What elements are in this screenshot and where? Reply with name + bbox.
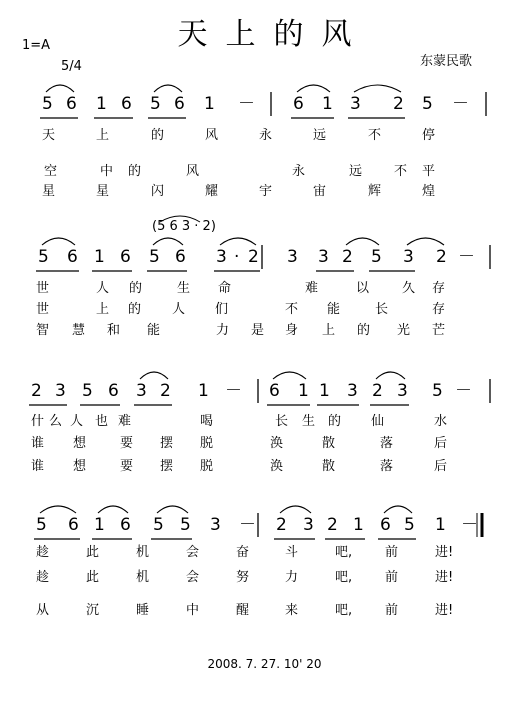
lyric-syllable: 煌 <box>422 184 436 199</box>
slur <box>153 238 183 245</box>
lyric-syllable: 星 <box>42 184 56 199</box>
lyric-syllable: 人 <box>172 302 186 317</box>
lyric-syllable: 宙 <box>313 184 327 199</box>
lyric-syllable: 机 <box>136 545 150 560</box>
slur <box>407 238 444 245</box>
lyric-syllable: 水 <box>434 414 448 429</box>
note: 6 <box>175 247 186 267</box>
lyric-syllable: 永 <box>259 128 273 143</box>
lyric-syllable: 要 <box>120 436 134 451</box>
note: 5 <box>42 94 53 114</box>
note: 2 <box>31 381 42 401</box>
slur <box>297 85 330 92</box>
lyric-syllable: 耀 <box>205 184 219 199</box>
lyric-syllable: 星 <box>96 184 110 199</box>
note: 3 <box>397 381 408 401</box>
lyric-syllable: 上 <box>322 323 336 338</box>
key-signature: 1=A <box>22 38 51 53</box>
note: 3 <box>318 247 329 267</box>
lyric-syllable: 和 <box>107 323 121 338</box>
note: 2 <box>372 381 383 401</box>
lyric-syllable: 永 <box>292 164 306 179</box>
lyric-syllable: 后 <box>434 459 448 474</box>
lyric-syllable: 空 <box>44 164 58 179</box>
lyric-syllable: 们 <box>215 302 229 317</box>
lyric-syllable: 脱 <box>200 436 214 451</box>
lyric-syllable: 醒 <box>236 603 250 618</box>
lyric-syllable: 中 <box>186 603 200 618</box>
song-title: 天上的风 <box>177 17 370 52</box>
lyric-syllable: 脱 <box>200 459 214 474</box>
lyric-syllable: 的 <box>128 164 142 179</box>
lyric-syllable: 么 <box>49 414 63 429</box>
note: 1 <box>198 381 209 401</box>
lyric-syllable: 以 <box>356 281 370 296</box>
lyric-syllable: 的 <box>128 302 142 317</box>
note: 5 <box>404 515 415 535</box>
slur <box>376 372 405 379</box>
note: － <box>452 94 469 114</box>
lyric-syllable: 远 <box>313 128 327 143</box>
lyric-syllable: 机 <box>136 570 150 585</box>
lyric-syllable: 远 <box>349 164 363 179</box>
lyric-syllable: 不 <box>368 128 382 143</box>
lyric-syllable: 此 <box>86 570 100 585</box>
lyric-syllable: 进! <box>435 570 454 585</box>
lyric-syllable: 辉 <box>368 184 382 199</box>
note: 6 <box>174 94 185 114</box>
lyric-syllable: 趁 <box>36 570 50 585</box>
lyric-syllable: 要 <box>120 459 134 474</box>
lyric-syllable: 宇 <box>259 184 273 199</box>
lyric-syllable: 也 <box>95 414 109 429</box>
lyric-syllable: 难 <box>118 414 132 429</box>
lyric-syllable: 涣 <box>270 436 284 451</box>
slur <box>220 238 256 245</box>
lyric-syllable: 的 <box>151 128 165 143</box>
lyric-syllable: 风 <box>205 128 219 143</box>
note: 5 <box>180 515 191 535</box>
lyric-syllable: 不 <box>394 164 408 179</box>
slur <box>160 216 200 222</box>
lyric-syllable: 生 <box>302 414 316 429</box>
note: － <box>458 247 475 267</box>
alternate-notes-hint: (5 6 3 · 2) <box>152 219 216 234</box>
lyric-syllable: 力 <box>216 323 230 338</box>
note: 3 <box>210 515 221 535</box>
lyric-syllable: 涣 <box>270 459 284 474</box>
note: · <box>234 247 240 267</box>
note: 2 <box>276 515 287 535</box>
lyric-syllable: 摆 <box>160 459 174 474</box>
slur <box>46 85 74 92</box>
lyric-syllable: 生 <box>177 281 191 296</box>
lyric-syllable: 难 <box>305 281 319 296</box>
note: 5 <box>371 247 382 267</box>
note: 3 <box>55 381 66 401</box>
note: 3 <box>136 381 147 401</box>
lyric-syllable: 奋 <box>236 545 250 560</box>
lyric-syllable: 存 <box>432 302 446 317</box>
note: 6 <box>121 94 132 114</box>
note: 5 <box>150 94 161 114</box>
slur <box>40 506 76 513</box>
lyric-syllable: 摆 <box>160 436 174 451</box>
note: 5 <box>82 381 93 401</box>
note: 5 <box>36 515 47 535</box>
note: 1 <box>96 94 107 114</box>
lyric-syllable: 斗 <box>285 545 299 560</box>
lyric-syllable: 想 <box>73 436 87 451</box>
note: － <box>455 381 472 401</box>
note: 1 <box>94 247 105 267</box>
note: 3 <box>350 94 361 114</box>
lyric-syllable: 存 <box>432 281 446 296</box>
note: 6 <box>120 247 131 267</box>
note: 5 <box>432 381 443 401</box>
lyric-syllable: 想 <box>73 459 87 474</box>
lyric-syllable: 谁 <box>31 436 45 451</box>
lyric-syllable: 什 <box>31 414 45 429</box>
note: 2 <box>160 381 171 401</box>
note: 2 <box>248 247 259 267</box>
note: 2 <box>436 247 447 267</box>
lyric-syllable: 的 <box>328 414 342 429</box>
lyric-syllable: 从 <box>36 603 50 618</box>
lyric-syllable: 智 <box>36 323 50 338</box>
lyric-syllable: 力 <box>285 570 299 585</box>
slur <box>346 238 379 245</box>
slur <box>42 238 75 245</box>
lyric-syllable: 前 <box>385 603 399 618</box>
lyric-syllable: 上 <box>96 302 110 317</box>
lyric-syllable: 世 <box>36 302 50 317</box>
note: 5 <box>422 94 433 114</box>
note: 3 <box>303 515 314 535</box>
note: 5 <box>153 515 164 535</box>
lyric-syllable: 谁 <box>31 459 45 474</box>
time-signature: 5/4 <box>61 59 82 74</box>
note: 1 <box>435 515 446 535</box>
note: 1 <box>94 515 105 535</box>
note: 1 <box>204 94 215 114</box>
lyric-syllable: 趁 <box>36 545 50 560</box>
lyric-syllable: 命 <box>218 281 232 296</box>
note: 5 <box>38 247 49 267</box>
note: － <box>238 94 255 114</box>
lyric-syllable: 中 <box>100 164 114 179</box>
note: 3 <box>216 247 227 267</box>
lyric-syllable: 仙 <box>371 414 385 429</box>
lyric-syllable: 上 <box>96 128 110 143</box>
slur <box>154 85 182 92</box>
lyric-syllable: 长 <box>275 414 289 429</box>
note: － <box>461 515 478 535</box>
lyric-syllable: 光 <box>397 323 411 338</box>
note: 3 <box>403 247 414 267</box>
lyric-syllable: 来 <box>285 603 299 618</box>
lyric-syllable: 吧, <box>335 545 353 560</box>
lyric-syllable: 落 <box>380 459 394 474</box>
lyric-syllable: 睡 <box>136 603 150 618</box>
lyric-syllable: 不 <box>285 302 299 317</box>
lyric-syllable: 散 <box>322 436 336 451</box>
lyric-syllable: 进! <box>435 545 454 560</box>
date-stamp: 2008. 7. 27. 10' 20 <box>207 657 322 671</box>
slur <box>273 372 306 379</box>
note: 3 <box>287 247 298 267</box>
lyric-syllable: 风 <box>186 164 200 179</box>
note: － <box>239 515 256 535</box>
lyric-syllable: 人 <box>96 281 110 296</box>
lyric-syllable: 长 <box>375 302 389 317</box>
note: 6 <box>293 94 304 114</box>
note: 6 <box>66 94 77 114</box>
lyric-syllable: 此 <box>86 545 100 560</box>
lyric-syllable: 慧 <box>72 323 86 338</box>
lyric-syllable: 前 <box>385 570 399 585</box>
note: 5 <box>149 247 160 267</box>
note: － <box>225 381 242 401</box>
lyric-syllable: 停 <box>422 128 436 143</box>
slur <box>157 506 188 513</box>
lyric-syllable: 闪 <box>151 184 165 199</box>
lyric-syllable: 吧, <box>335 570 353 585</box>
note: 6 <box>68 515 79 535</box>
lyric-syllable: 吧, <box>335 603 353 618</box>
lyric-syllable: 平 <box>422 164 436 179</box>
lyric-syllable: 身 <box>285 323 299 338</box>
note: 6 <box>269 381 280 401</box>
note: 1 <box>322 94 333 114</box>
lyric-syllable: 喝 <box>200 414 214 429</box>
lyric-syllable: 前 <box>385 545 399 560</box>
lyric-syllable: 散 <box>322 459 336 474</box>
slur <box>98 506 128 513</box>
note: 2 <box>342 247 353 267</box>
lyric-syllable: 芒 <box>432 323 446 338</box>
lyric-syllable: 沉 <box>86 603 100 618</box>
lyric-syllable: 落 <box>380 436 394 451</box>
slur <box>384 506 412 513</box>
lyric-syllable: 的 <box>357 323 371 338</box>
lyric-syllable: 世 <box>36 281 50 296</box>
slur <box>280 506 311 513</box>
note: 1 <box>353 515 364 535</box>
lyric-syllable: 人 <box>70 414 84 429</box>
lyric-syllable: 进! <box>435 603 454 618</box>
note: 6 <box>120 515 131 535</box>
song-source: 东蒙民歌 <box>420 54 473 69</box>
lyric-syllable: 会 <box>186 545 200 560</box>
note: 3 <box>347 381 358 401</box>
note: 2 <box>327 515 338 535</box>
lyric-syllable: 能 <box>327 302 341 317</box>
note: 6 <box>67 247 78 267</box>
lyric-syllable: 能 <box>147 323 161 338</box>
note: 6 <box>380 515 391 535</box>
note: 6 <box>108 381 119 401</box>
note: 2 <box>393 94 404 114</box>
slur <box>354 85 401 92</box>
lyric-syllable: 天 <box>42 128 56 143</box>
note: 1 <box>298 381 309 401</box>
lyric-syllable: 是 <box>251 323 265 338</box>
lyric-syllable: 努 <box>236 570 250 585</box>
slur <box>140 372 168 379</box>
note: 1 <box>319 381 330 401</box>
lyric-syllable: 后 <box>434 436 448 451</box>
lyric-syllable: 会 <box>186 570 200 585</box>
lyric-syllable: 的 <box>129 281 143 296</box>
lyric-syllable: 久 <box>402 281 416 296</box>
